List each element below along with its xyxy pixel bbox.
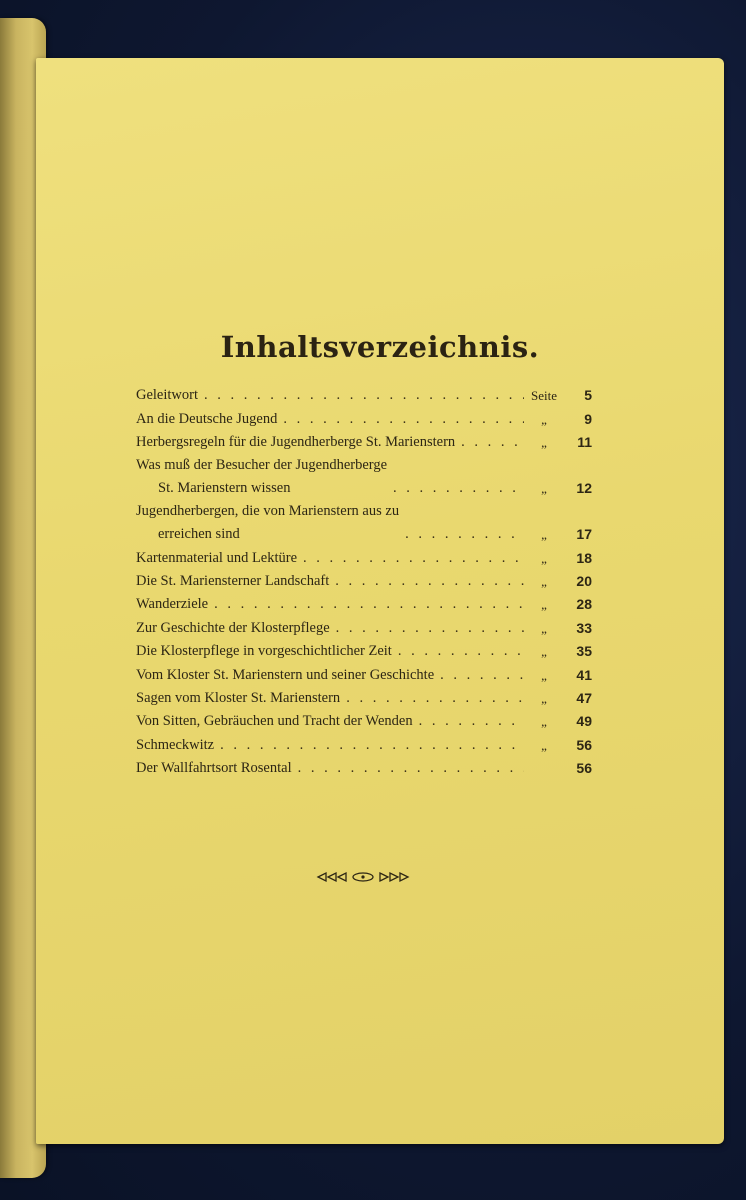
decorative-vignette-icon <box>316 870 410 884</box>
toc-entry-title <box>136 687 524 710</box>
toc-entry-title <box>136 408 524 431</box>
toc-entry-title <box>136 734 524 757</box>
toc-entry-line1: Jugendherbergen, die von Marienstern aus zu <box>136 503 400 520</box>
leader-dots <box>440 664 524 687</box>
toc-entry-title <box>136 617 524 640</box>
table-of-contents <box>136 384 592 780</box>
toc-entry <box>136 500 592 546</box>
page-marker: „ <box>541 690 547 706</box>
toc-entry-line1: Sagen vom Kloster St. Marienstern <box>136 689 341 706</box>
page-marker: „ <box>541 411 547 427</box>
page-number: 11 <box>577 434 592 451</box>
leader-dots <box>303 547 524 570</box>
toc-entry-title <box>136 664 524 687</box>
page-title: Inhaltsverzeichnis. <box>220 330 540 364</box>
page-marker: „ <box>541 667 547 683</box>
leader-dots <box>298 757 524 780</box>
page-number: 9 <box>584 410 592 427</box>
leader-dots <box>336 617 524 640</box>
toc-entry-title <box>136 710 524 733</box>
toc-entry <box>136 546 592 569</box>
page-number: 18 <box>576 549 592 566</box>
toc-entry <box>136 570 592 593</box>
page-number: 28 <box>576 596 592 613</box>
toc-entry-line1: Zur Geschichte der Klosterpflege <box>136 619 330 636</box>
toc-entry <box>136 454 592 500</box>
page-number: 20 <box>576 572 592 589</box>
page-number: 56 <box>576 736 592 753</box>
leader-dots <box>405 523 524 546</box>
leader-dots <box>283 408 524 431</box>
page-number: 49 <box>576 713 592 730</box>
leader-dots <box>220 734 524 757</box>
toc-entry <box>136 663 592 686</box>
toc-entry-title <box>136 500 524 546</box>
leader-dots <box>346 687 524 710</box>
page-marker: „ <box>541 435 547 451</box>
leader-dots <box>204 384 524 407</box>
leader-dots <box>419 710 524 733</box>
toc-entry-line1: Herbergsregeln für die Jugendherberge St. Marienstern <box>136 434 456 451</box>
page-number: 35 <box>576 643 592 660</box>
page-number: 17 <box>576 526 592 543</box>
toc-entry-title <box>136 593 524 616</box>
toc-entry-title <box>136 757 524 780</box>
page-marker: „ <box>541 597 547 613</box>
toc-entry-line1: Die St. Mariensterner Landschaft <box>136 572 330 589</box>
toc-entry-line1: Von Sitten, Gebräuchen und Tracht der Wenden <box>136 713 413 730</box>
page-number: 41 <box>576 666 592 683</box>
page-marker: „ <box>541 620 547 636</box>
toc-entry <box>136 757 592 780</box>
page-marker: „ <box>541 644 547 660</box>
toc-entry <box>136 687 592 710</box>
page-number: 12 <box>576 480 592 497</box>
toc-entry-title <box>136 570 524 593</box>
toc-entry-line1: An die Deutsche Jugend <box>136 410 278 427</box>
toc-entry-line1: Die Klosterpflege in vorgeschichtlicher Zeit <box>136 643 392 660</box>
page-marker: „ <box>541 714 547 730</box>
leader-dots <box>393 477 524 500</box>
leader-dots <box>214 593 524 616</box>
toc-entry <box>136 407 592 430</box>
toc-entry <box>136 384 592 407</box>
toc-entry-title <box>136 431 524 454</box>
page-marker: „ <box>541 550 547 566</box>
toc-entry-line1: Wanderziele <box>136 596 209 613</box>
leader-dots <box>461 431 524 454</box>
book-page <box>36 58 724 1144</box>
toc-entry-title <box>136 454 524 500</box>
toc-entry <box>136 593 592 616</box>
toc-entry-line1: Schmeckwitz <box>136 736 215 753</box>
toc-entry <box>136 616 592 639</box>
toc-entry-line1: Kartenmaterial und Lektüre <box>136 549 298 566</box>
toc-entry-line1: Vom Kloster St. Marienstern und seiner Geschichte <box>136 666 435 683</box>
toc-entry-title <box>136 547 524 570</box>
toc-entry <box>136 431 592 454</box>
page-number: 33 <box>576 619 592 636</box>
toc-entry-line1: Der Wallfahrtsort Rosental <box>136 760 292 777</box>
page-marker: „ <box>541 527 547 543</box>
toc-entry-title <box>136 384 524 407</box>
toc-entry-line1: Was muß der Besucher der Jugendherberge <box>136 457 388 474</box>
toc-entry-line2: St. Marienstern wissen <box>158 480 291 497</box>
page-marker: „ <box>541 481 547 497</box>
toc-entry <box>136 733 592 756</box>
page-marker: Seite <box>531 388 557 404</box>
page-number: 5 <box>584 387 592 404</box>
page-number: 56 <box>576 760 592 777</box>
page-marker: „ <box>541 573 547 589</box>
toc-entry-line1: Geleitwort <box>136 387 199 404</box>
page-number: 47 <box>576 689 592 706</box>
toc-entry <box>136 640 592 663</box>
page-marker: „ <box>541 737 547 753</box>
toc-entry-line2: erreichen sind <box>158 526 240 543</box>
leader-dots <box>335 570 524 593</box>
leader-dots <box>398 640 524 663</box>
toc-entry <box>136 710 592 733</box>
toc-entry-title <box>136 640 524 663</box>
